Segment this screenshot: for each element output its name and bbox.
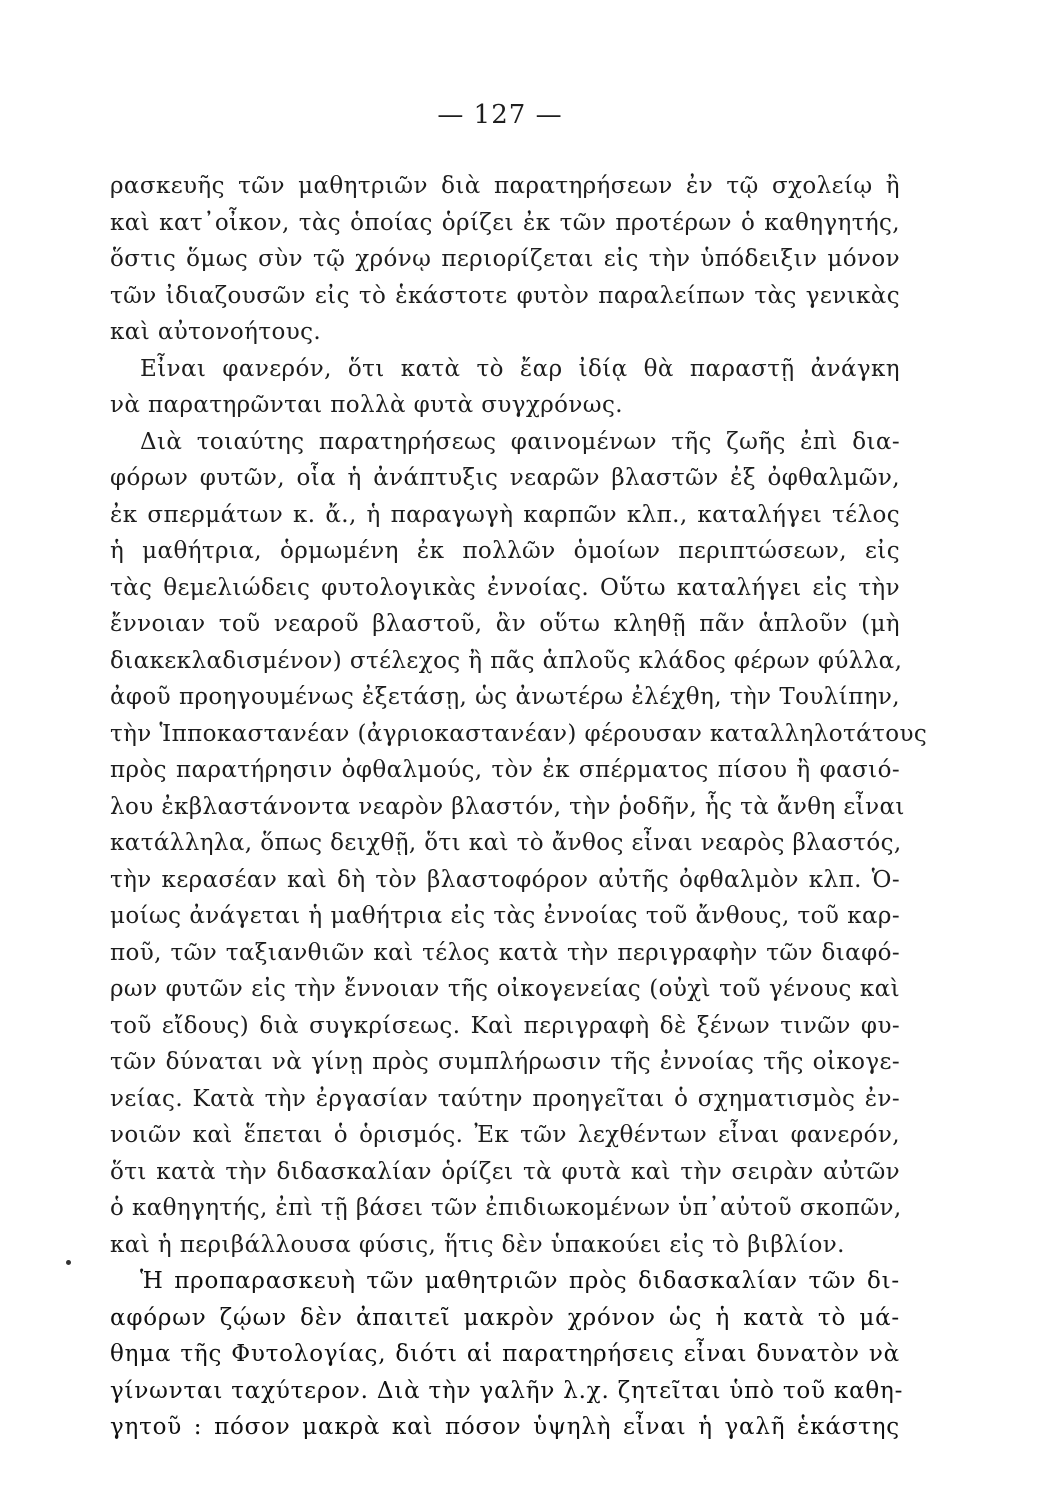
text-line: τὰς θεμελιώδεις φυτολογικὰς ἐννοίας. Οὕτω καταλήγει εἰς τὴν (110, 574, 900, 601)
text-line: πρὸς παρατήρησιν ὀφθαλμούς, τὸν ἐκ σπέρματος πίσου ἢ φασιό- (110, 757, 900, 783)
text-line: τὴν Ἱπποκαστανέαν (ἀγριοκαστανέαν) φέρουσαν καταλληλοτάτους (110, 720, 928, 747)
text-line: ἐκ σπερμάτων κ. ἄ., ἡ παραγωγὴ καρπῶν κλπ., καταλήγει τέλος (110, 501, 900, 528)
text-line: νὰ παρατηρῶνται πολλὰ φυτὰ συγχρόνως. (110, 392, 623, 418)
text-line: αφόρων ζῴων δὲν ἀπαιτεῖ μακρὸν χρόνον ὡς ἡ κατὰ τὸ μά- (110, 1304, 900, 1331)
page-number: — 127 — (437, 100, 563, 130)
text-line: ρασκευῆς τῶν μαθητριῶν διὰ παρατηρήσεων ἐν τῷ σχολείῳ ἢ (110, 173, 900, 199)
text-line: ἀφοῦ προηγουμένως ἐξετάσῃ, ὡς ἀνωτέρω ἐλέχθη, τὴν Τουλίπην, (110, 684, 900, 710)
text-line: γίνωνται ταχύτερον. Διὰ τὴν γαλῆν λ.χ. ζητεῖται ὑπὸ τοῦ καθη- (110, 1377, 904, 1404)
text-line: θημα τῆς Φυτολογίας, διότι αἱ παρατηρήσεις εἶναι δυνατὸν νὰ (110, 1341, 900, 1367)
text-line: καὶ ἡ περιβάλλουσα φύσις, ἥτις δὲν ὑπακούει εἰς τὸ βιβλίον. (110, 1231, 845, 1258)
text-line: γητοῦ : πόσον μακρὰ καὶ πόσον ὑψηλὴ εἶναι ἡ γαλῆ ἑκάστης (110, 1414, 900, 1440)
text-line: φόρων φυτῶν, οἷα ἡ ἀνάπτυξις νεαρῶν βλαστῶν ἐξ ὀφθαλμῶν, (110, 465, 900, 491)
text-line: ἔννοιαν τοῦ νεαροῦ βλαστοῦ, ἂν οὕτω κληθῇ πᾶν ἁπλοῦν (μὴ (110, 611, 900, 637)
text-line: Διὰ τοιαύτης παρατηρήσεως φαινομένων τῆς ζωῆς ἐπὶ δια- (140, 428, 900, 455)
text-line: νοιῶν καὶ ἕπεται ὁ ὁρισμός. Ἐκ τῶν λεχθέντων εἶναι φανερόν, (110, 1122, 900, 1148)
text-line: ὅστις ὅμως σὺν τῷ χρόνῳ περιορίζεται εἰς τὴν ὑπόδειξιν μόνον (110, 246, 900, 272)
text-line: διακεκλαδισμένον) στέλεχος ἢ πᾶς ἁπλοῦς κλάδος φέρων φύλλα, (110, 647, 903, 674)
text-line: Εἶναι φανερόν, ὅτι κατὰ τὸ ἔαρ ἰδίᾳ θὰ παραστῇ ἀνάγκη (140, 355, 900, 382)
margin-dot-mark (66, 1260, 71, 1265)
text-line: τῶν δύναται νὰ γίνῃ πρὸς συμπλήρωσιν τῆς ἐννοίας τῆς οἰκογε- (110, 1049, 900, 1075)
text-line: μοίως ἀνάγεται ἡ μαθήτρια εἰς τὰς ἐννοίας τοῦ ἄνθους, τοῦ καρ- (110, 903, 900, 929)
text-line: λου ἐκβλαστάνοντα νεαρὸν βλαστόν, τὴν ῥοδῆν, ἧς τὰ ἄνθη εἶναι (110, 793, 905, 820)
text-line: τὴν κερασέαν καὶ δὴ τὸν βλαστοφόρον αὐτῆς ὀφθαλμὸν κλπ. Ὁ- (110, 866, 900, 893)
text-line: ποῦ, τῶν ταξιανθιῶν καὶ τέλος κατὰ τὴν περιγραφὴν τῶν διαφό- (110, 939, 900, 966)
body-text (110, 168, 928, 1446)
text-line: κατάλληλα, ὅπως δειχθῇ, ὅτι καὶ τὸ ἄνθος εἶναι νεαρὸς βλαστός, (110, 830, 902, 856)
text-line: ὁ καθηγητής, ἐπὶ τῇ βάσει τῶν ἐπιδιωκομένων ὑπ᾽αὐτοῦ σκοπῶν, (110, 1195, 902, 1221)
text-line: ρων φυτῶν εἰς τὴν ἔννοιαν τῆς οἰκογενείας (οὐχὶ τοῦ γένους καὶ (110, 976, 900, 1002)
text-line: καὶ αὐτονοήτους. (110, 319, 322, 345)
text-line: τοῦ εἴδους) διὰ συγκρίσεως. Καὶ περιγραφὴ δὲ ξένων τινῶν φυ- (110, 1012, 900, 1039)
text-line: τῶν ἰδιαζουσῶν εἰς τὸ ἑκάστοτε φυτὸν παραλείπων τὰς γενικὰς (110, 282, 900, 309)
text-line: ὅτι κατὰ τὴν διδασκαλίαν ὁρίζει τὰ φυτὰ καὶ τὴν σειρὰν αὐτῶν (110, 1158, 900, 1185)
text-line: νείας. Κατὰ τὴν ἐργασίαν ταύτην προηγεῖται ὁ σχηματισμὸς ἐν- (110, 1085, 900, 1112)
text-line: Ἡ προπαρασκευὴ τῶν μαθητριῶν πρὸς διδασκαλίαν τῶν δι- (140, 1268, 900, 1294)
text-line: καὶ κατ᾽οἶκον, τὰς ὁποίας ὁρίζει ἐκ τῶν προτέρων ὁ καθηγητής, (110, 209, 900, 236)
text-line: ἡ μαθήτρια, ὁρμωμένη ἐκ πολλῶν ὁμοίων περιπτώσεων, εἰς (110, 538, 900, 564)
